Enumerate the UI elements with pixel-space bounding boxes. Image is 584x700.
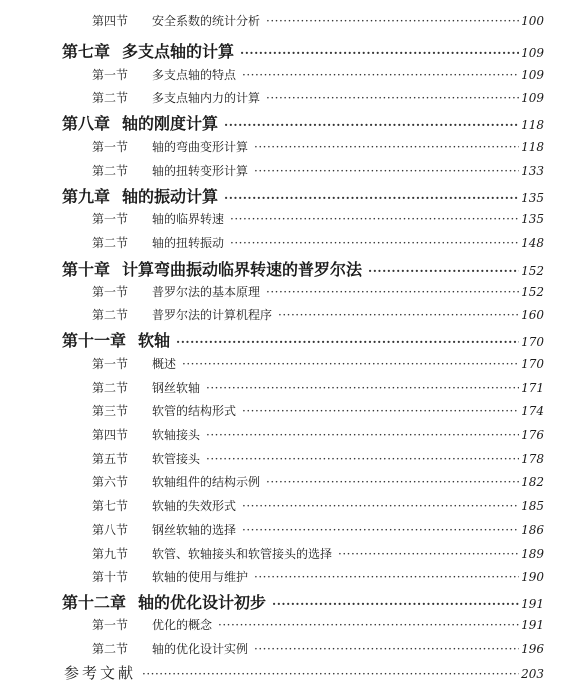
chapter-title: 轴的刚度计算 xyxy=(122,114,219,133)
chapter-title: 软轴 xyxy=(138,331,171,350)
toc-entry-11-8 xyxy=(92,521,544,538)
chapter-number: 第十二章 xyxy=(62,593,127,612)
section-number: 第四节 xyxy=(92,14,129,28)
section-title: 普罗尔法的计算机程序 xyxy=(152,308,273,322)
toc-chapter-8 xyxy=(62,111,544,134)
dot-leader xyxy=(272,593,519,612)
section-number: 第四节 xyxy=(92,428,129,442)
dot-leader xyxy=(230,212,519,226)
page-number: 182 xyxy=(521,475,544,489)
section-number: 第一节 xyxy=(92,212,129,226)
dot-leader xyxy=(266,91,519,105)
dot-leader xyxy=(368,260,519,279)
section-title: 钢丝软轴 xyxy=(152,381,201,395)
section-title: 软管、软轴接头和软管接头的选择 xyxy=(152,547,333,561)
section-number: 第一节 xyxy=(92,618,129,632)
toc-entry-12-1 xyxy=(92,616,544,633)
dot-leader xyxy=(254,164,519,178)
section-title: 软轴组件的结构示例 xyxy=(152,475,261,489)
section-number: 第七节 xyxy=(92,499,129,513)
section-title: 软轴的使用与维护 xyxy=(152,570,249,584)
page-number: 171 xyxy=(521,381,544,395)
toc-entry-9-2 xyxy=(92,234,544,251)
page-number: 170 xyxy=(521,357,544,371)
section-title: 安全系数的统计分析 xyxy=(152,14,261,28)
dot-leader xyxy=(242,404,519,418)
page-number: 118 xyxy=(521,118,544,132)
page-number: 190 xyxy=(521,570,544,584)
section-number: 第二节 xyxy=(92,236,129,250)
dot-leader xyxy=(254,570,519,584)
section-number: 第一节 xyxy=(92,357,129,371)
section-number: 第九节 xyxy=(92,547,129,561)
toc-entry-11-5 xyxy=(92,450,544,467)
section-number: 第五节 xyxy=(92,452,129,466)
section-number: 第二节 xyxy=(92,91,129,105)
toc-chapter-11 xyxy=(62,328,544,351)
toc-entry-4-4 xyxy=(92,12,544,29)
chapter-number: 第九章 xyxy=(62,187,111,206)
dot-leader xyxy=(206,428,519,442)
toc-entry-11-2 xyxy=(92,379,544,396)
dot-leader xyxy=(254,140,519,154)
chapter-title: 计算弯曲振动临界转速的普罗尔法 xyxy=(122,260,363,279)
page-number: 135 xyxy=(521,212,544,226)
section-number: 第二节 xyxy=(92,308,129,322)
page-number: 133 xyxy=(521,164,544,178)
page-number: 109 xyxy=(521,68,544,82)
dot-leader xyxy=(338,547,519,561)
section-number: 第二节 xyxy=(92,164,129,178)
page-number: 189 xyxy=(521,547,544,561)
page-number: 174 xyxy=(521,404,544,418)
page-number: 160 xyxy=(521,308,544,322)
section-number: 第二节 xyxy=(92,381,129,395)
section-title: 软轴的失效形式 xyxy=(152,499,237,513)
toc-entry-8-1 xyxy=(92,138,544,155)
section-number: 第十节 xyxy=(92,570,129,584)
toc-entry-11-4 xyxy=(92,426,544,443)
dot-leader xyxy=(266,14,519,28)
toc-entry-7-2 xyxy=(92,89,544,106)
page-number: 152 xyxy=(521,264,544,278)
dot-leader xyxy=(224,114,519,133)
section-title: 优化的概念 xyxy=(152,618,213,632)
toc-chapter-10 xyxy=(62,257,544,280)
section-number: 第六节 xyxy=(92,475,129,489)
toc-chapter-7 xyxy=(62,39,544,62)
toc-entry-11-7 xyxy=(92,497,544,514)
section-title: 轴的优化设计实例 xyxy=(152,642,249,656)
chapter-title: 轴的优化设计初步 xyxy=(138,593,267,612)
section-title: 多支点轴内力的计算 xyxy=(152,91,261,105)
page-number: 170 xyxy=(521,335,544,349)
page-number: 135 xyxy=(521,191,544,205)
dot-leader xyxy=(218,618,519,632)
page-number: 148 xyxy=(521,236,544,250)
dot-leader xyxy=(254,642,519,656)
toc-entry-10-1 xyxy=(92,283,544,300)
section-title: 软轴接头 xyxy=(152,428,201,442)
dot-leader xyxy=(240,42,519,61)
toc-entry-11-1 xyxy=(92,355,544,372)
references-title: 参考文献 xyxy=(64,664,137,682)
section-title: 概述 xyxy=(152,357,177,371)
page-number: 152 xyxy=(521,285,544,299)
toc-entry-11-6 xyxy=(92,473,544,490)
chapter-title: 轴的振动计算 xyxy=(122,187,219,206)
page-number: 191 xyxy=(521,618,544,632)
page-number: 203 xyxy=(521,667,544,681)
page-number: 176 xyxy=(521,428,544,442)
page-number: 100 xyxy=(521,14,544,28)
dot-leader xyxy=(242,499,519,513)
chapter-number: 第十章 xyxy=(62,260,111,279)
section-number: 第一节 xyxy=(92,68,129,82)
dot-leader xyxy=(230,236,519,250)
chapter-number: 第七章 xyxy=(62,42,111,61)
chapter-number: 第八章 xyxy=(62,114,111,133)
dot-leader xyxy=(182,357,519,371)
toc-entry-11-9 xyxy=(92,545,544,562)
dot-leader xyxy=(266,475,519,489)
toc-entry-8-2 xyxy=(92,162,544,179)
page-number: 186 xyxy=(521,523,544,537)
toc-chapter-12 xyxy=(62,590,544,613)
page-number: 191 xyxy=(521,597,544,611)
section-title: 轴的扭转变形计算 xyxy=(152,164,249,178)
page-number: 109 xyxy=(521,91,544,105)
dot-leader xyxy=(242,68,519,82)
dot-leader xyxy=(242,523,519,537)
section-title: 软管的结构形式 xyxy=(152,404,237,418)
toc-entry-11-3 xyxy=(92,402,544,419)
section-title: 钢丝软轴的选择 xyxy=(152,523,237,537)
toc-entry-12-2 xyxy=(92,640,544,657)
toc-chapter-9 xyxy=(62,184,544,207)
dot-leader xyxy=(266,285,519,299)
dot-leader xyxy=(142,664,519,682)
chapter-title: 多支点轴的计算 xyxy=(122,42,235,61)
section-number: 第一节 xyxy=(92,140,129,154)
page-number: 118 xyxy=(521,140,544,154)
section-number: 第二节 xyxy=(92,642,129,656)
section-title: 轴的扭转振动 xyxy=(152,236,225,250)
dot-leader xyxy=(224,187,519,206)
toc-entry-10-2 xyxy=(92,306,544,323)
section-number: 第八节 xyxy=(92,523,129,537)
toc-entry-9-1 xyxy=(92,210,544,227)
section-title: 轴的弯曲变形计算 xyxy=(152,140,249,154)
section-title: 普罗尔法的基本原理 xyxy=(152,285,261,299)
page-number: 196 xyxy=(521,642,544,656)
toc-entry-7-1 xyxy=(92,66,544,83)
dot-leader xyxy=(206,381,519,395)
page-number: 178 xyxy=(521,452,544,466)
section-number: 第一节 xyxy=(92,285,129,299)
section-title: 软管接头 xyxy=(152,452,201,466)
page-number: 185 xyxy=(521,499,544,513)
dot-leader xyxy=(206,452,519,466)
dot-leader xyxy=(176,331,519,350)
section-title: 多支点轴的特点 xyxy=(152,68,237,82)
toc-entry-11-10 xyxy=(92,568,544,585)
page-number: 109 xyxy=(521,46,544,60)
chapter-number: 第十一章 xyxy=(62,331,127,350)
section-number: 第三节 xyxy=(92,404,129,418)
dot-leader xyxy=(278,308,519,322)
toc-references xyxy=(64,662,544,683)
section-title: 轴的临界转速 xyxy=(152,212,225,226)
